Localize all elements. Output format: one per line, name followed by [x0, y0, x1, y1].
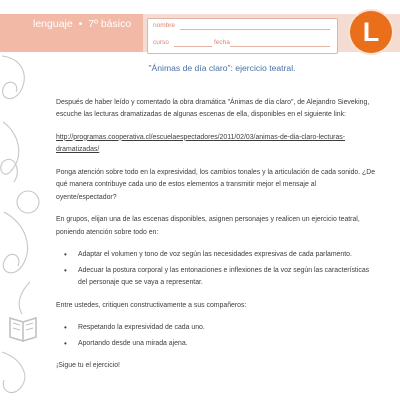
critique-paragraph: Entre ustedes, critiquen constructivamente a sus compañeros:	[56, 301, 247, 309]
course-field[interactable]	[174, 46, 212, 47]
closing-line: ¡Sigue tu el ejercicio!	[56, 362, 120, 369]
subject-separator: •	[78, 18, 83, 30]
name-label: nombre	[153, 22, 176, 29]
decoration-vine-3	[2, 352, 25, 393]
critique-list	[56, 322, 376, 350]
decoration-stroke	[19, 282, 30, 314]
date-field[interactable]	[230, 46, 330, 47]
subject-label	[33, 18, 131, 30]
groups-paragraph: En grupos, elijan una de las escenas disponibles, asignen personajes y realicen un ejercicio teatral, poniendo atención sobre todo en:	[56, 216, 360, 236]
course-label: curso	[153, 39, 169, 46]
document-title: "Ánimas de día claro": ejercicio teatral.	[148, 63, 296, 73]
student-info-card	[147, 18, 338, 54]
side-decoration	[0, 52, 46, 400]
grade-label: 7º básico	[88, 18, 132, 30]
list-item: • Adecuar la postura corporal y las entonaciones e inflexiones de la voz según las características del personaje que se vaya a representar.	[56, 265, 376, 290]
name-field[interactable]	[180, 29, 330, 30]
intro-paragraph: Después de haber leído y comentado la obra dramática "Ánimas de día claro", de Alejandro Sieveking, escuche las lecturas dramatizadas de algunas escenas de ella, disponibles en el siguiente link:	[56, 98, 370, 118]
recordings-link[interactable]: http://programas.cooperativa.cl/escuelaespectadores/2011/02/03/animas-de-dia-claro-lecturas-dramatizadas/	[56, 133, 346, 153]
list-item: • Aportando desde una mirada ajena.	[56, 338, 376, 351]
instructions-list	[56, 249, 376, 290]
subject-name: lenguaje	[33, 18, 73, 30]
subject-logo: L	[350, 11, 392, 53]
book-icon	[10, 318, 36, 341]
list-item: • Adaptar el volumen y tono de voz según las necesidades expresivas de cada parlamento.	[56, 249, 376, 262]
decoration-curl-top	[2, 56, 24, 99]
list-item: • Respetando la expresividad de cada uno.	[56, 322, 376, 335]
decoration-circle-1	[17, 191, 39, 213]
decoration-vine-2	[3, 212, 27, 273]
decoration-vine-1	[1, 122, 19, 182]
date-label: fecha	[214, 39, 230, 46]
attention-paragraph: Ponga atención sobre todo en la expresividad, los cambios tonales y la articulación de cada sonido. ¿De qué manera contribuye cada uno de estos elementos a transmitir mejor el mensaje al oyente/espectador?	[56, 168, 376, 201]
document-body	[56, 62, 376, 383]
